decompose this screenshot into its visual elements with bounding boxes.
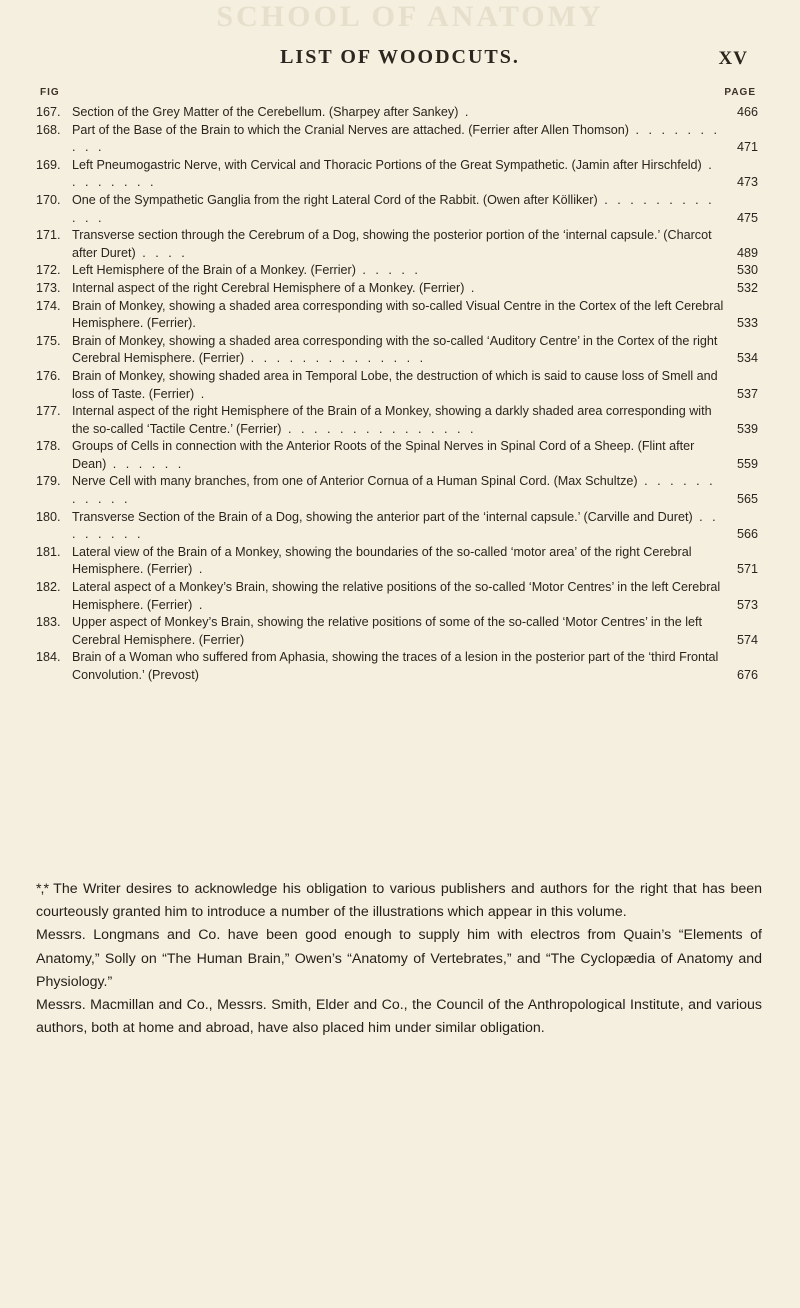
figure-description: Lateral view of the Brain of a Monkey, showing the boundaries of the so-called ‘motor area’ of the right Cerebral Hemisphere. (Ferrier) .: [72, 544, 692, 577]
page-reference: 534: [736, 351, 758, 366]
page-reference: 475: [736, 210, 758, 225]
list-item: [36, 473, 762, 508]
woodcut-list: [36, 104, 762, 685]
dot-leader: .: [192, 597, 206, 612]
figure-description: Internal aspect of the right Cerebral Hemisphere of a Monkey. (Ferrier) .: [72, 280, 478, 295]
figure-description: One of the Sympathetic Ganglia from the right Lateral Cord of the Rabbit. (Owen after Kölliker) . . . . . . . . . . . .: [72, 192, 715, 225]
list-item: [36, 104, 762, 122]
page-title: LIST OF WOODCUTS.: [280, 46, 520, 68]
page-reference: 466: [736, 105, 758, 119]
figure-description: Section of the Grey Matter of the Cerebellum. (Sharpey after Sankey) .: [72, 105, 472, 119]
page-reference: 571: [736, 562, 758, 577]
note-paragraph-3: Messrs. Macmillan and Co., Messrs. Smith, Elder and Co., the Council of the Anthropological Institute, and various authors, both at home and abroad, have also placed him under similar obligation.: [36, 997, 762, 1037]
list-item: [36, 579, 762, 614]
dot-leader: .: [192, 562, 206, 577]
page-reference: 565: [736, 492, 758, 507]
figure-description: Part of the Base of the Brain to which the Cranial Nerves are attached. (Ferrier after Allen Thomson) . . . . . . . . . .: [72, 122, 720, 155]
page-reference: 489: [736, 245, 758, 260]
figure-description: Left Pneumogastric Nerve, with Cervical and Thoracic Portions of the Great Sympathetic. (Jamin after Hirschfeld) . . . . . . . .: [72, 157, 715, 190]
page-reference: 532: [736, 280, 758, 295]
list-item: [36, 157, 762, 192]
figure-number: 167.: [36, 105, 61, 119]
page-number: XV: [718, 48, 748, 69]
figure-number: 184.: [36, 650, 61, 665]
page-reference: 539: [736, 421, 758, 436]
figure-description: Transverse section through the Cerebrum of a Dog, showing the posterior portion of the ‘internal capsule.’ (Charcot after Duret) . . . .: [72, 228, 712, 260]
figure-number: 174.: [36, 298, 61, 313]
note-paragraph-1: *,* The Writer desires to acknowledge his obligation to various publishers and authors for the right that has been courteously granted him to introduce a number of the illustrations which appear in this volume.: [36, 881, 763, 921]
figure-number: 173.: [36, 280, 61, 295]
figure-number: 183.: [36, 615, 61, 630]
asterism: *,*: [36, 881, 48, 897]
figure-description: Transverse Section of the Brain of a Dog, showing the anterior part of the ‘internal capsule.’ (Carville and Duret) . . . . . . . .: [72, 509, 719, 542]
dot-leader: .: [458, 105, 472, 119]
running-head: [40, 44, 760, 74]
page-reference: 533: [736, 316, 758, 331]
list-item: [36, 280, 762, 298]
page-reference: 473: [736, 175, 758, 190]
figure-number: 180.: [36, 509, 61, 524]
figure-description: Groups of Cells in connection with the Anterior Roots of the Spinal Nerves in Spinal Cord of a Sheep. (Flint after Dean) . . . . . .: [72, 439, 695, 471]
acknowledgement-note: [36, 878, 762, 1040]
dot-leader: . . . . . . . .: [72, 509, 719, 542]
page-reference: 676: [736, 668, 758, 682]
figure-description: Brain of Monkey, showing a shaded area corresponding with so-called Visual Centre in the Cortex of the left Cerebral Hemisphere. (Ferrier).: [72, 298, 724, 331]
dot-leader: . . . . . .: [106, 456, 185, 471]
dot-leader: . . . . . . . . . . . .: [72, 192, 715, 225]
dot-leader: . . . . . . . . . .: [72, 122, 720, 155]
figure-description: Left Hemisphere of the Brain of a Monkey. (Ferrier) . . . . .: [72, 263, 421, 278]
dot-leader: .: [464, 280, 478, 295]
list-item: [36, 333, 762, 368]
figure-number: 169.: [36, 157, 61, 172]
list-item: [36, 438, 762, 473]
figure-description: Brain of Monkey, showing a shaded area corresponding with the so-called ‘Auditory Centre’ in the Cortex of the right Cerebral Hemisphere. (Ferrier) . . . . . . . . . . . . . .: [72, 333, 718, 366]
figure-description: Upper aspect of Monkey’s Brain, showing the relative positions of some of the so-called ‘Motor Centres’ in the left Cerebral Hemisphere. (Ferrier): [72, 615, 703, 647]
fig-column-label: FIG: [40, 87, 60, 98]
list-item: [36, 192, 762, 227]
figure-number: 182.: [36, 580, 61, 595]
dot-leader: . . . .: [135, 245, 188, 260]
page-reference: 566: [736, 527, 758, 542]
bleed-through-heading: SCHOOL OF ANATOMY: [216, 0, 604, 33]
dot-leader: . . . . . . . .: [72, 157, 715, 190]
dot-leader: . . . . . . . . . . . . . .: [244, 351, 427, 366]
list-item: [36, 509, 762, 544]
figure-description: Nerve Cell with many branches, from one of Anterior Cornua of a Human Spinal Cord. (Max Schultze) . . . . . . . . . . .: [72, 474, 716, 507]
column-headings: [34, 87, 762, 101]
list-item: [36, 122, 762, 157]
page-column-label: PAGE: [724, 87, 756, 98]
page-reference: 573: [736, 597, 758, 612]
page-reference: 530: [736, 263, 758, 278]
figure-number: 170.: [36, 192, 61, 207]
figure-number: 172.: [36, 263, 61, 278]
note-paragraph-2: Messrs. Longmans and Co. have been good enough to supply him with electros from Quain’s “Elements of Anatomy,” Solly on “The Human Brain,” Owen’s “Anatomy of Vertebrates,” and “The Cyclopædia of Anatomy and Physiology.”: [36, 927, 762, 990]
figure-number: 181.: [36, 544, 61, 559]
figure-number: 179.: [36, 474, 61, 489]
figure-number: 178.: [36, 439, 61, 454]
list-item: [36, 544, 762, 579]
page-reference: 574: [736, 632, 758, 647]
dot-leader: .: [194, 386, 208, 401]
page-reference: 559: [736, 456, 758, 471]
list-item: [36, 403, 762, 438]
dot-leader: . . . . . . . . . . .: [72, 474, 716, 507]
figure-number: 171.: [36, 228, 61, 243]
figure-description: Brain of a Woman who suffered from Aphasia, showing the traces of a lesion in the posterior part of the ‘third Frontal Convolution.’ (Prevost): [72, 650, 719, 682]
figure-description: Brain of Monkey, showing shaded area in Temporal Lobe, the destruction of which is said to cause loss of Smell and loss of Taste. (Ferrier) .: [72, 368, 718, 401]
figure-number: 177.: [36, 404, 61, 419]
list-item: [36, 262, 762, 280]
figure-description: Internal aspect of the right Hemisphere of the Brain of a Monkey, showing a darkly shaded area corresponding with the so-called ‘Tactile Centre.’ (Ferrier) . . . . . . . . . . . . . . .: [72, 404, 712, 436]
dot-leader: . . . . . . . . . . . . . . .: [281, 421, 477, 436]
list-item: [36, 227, 762, 262]
page-reference: 471: [736, 140, 758, 155]
page-reference: 537: [736, 386, 758, 401]
figure-number: 176.: [36, 368, 61, 383]
figure-number: 175.: [36, 333, 61, 348]
figure-description: Lateral aspect of a Monkey’s Brain, showing the relative positions of the so-called ‘Motor Centres’ in the left Cerebral Hemisphere. (Ferrier) .: [72, 580, 721, 612]
list-item: [36, 298, 762, 333]
list-item: [36, 649, 762, 684]
list-item: [36, 614, 762, 649]
dot-leader: . . . . .: [355, 263, 421, 278]
list-item: [36, 368, 762, 403]
figure-number: 168.: [36, 122, 61, 137]
